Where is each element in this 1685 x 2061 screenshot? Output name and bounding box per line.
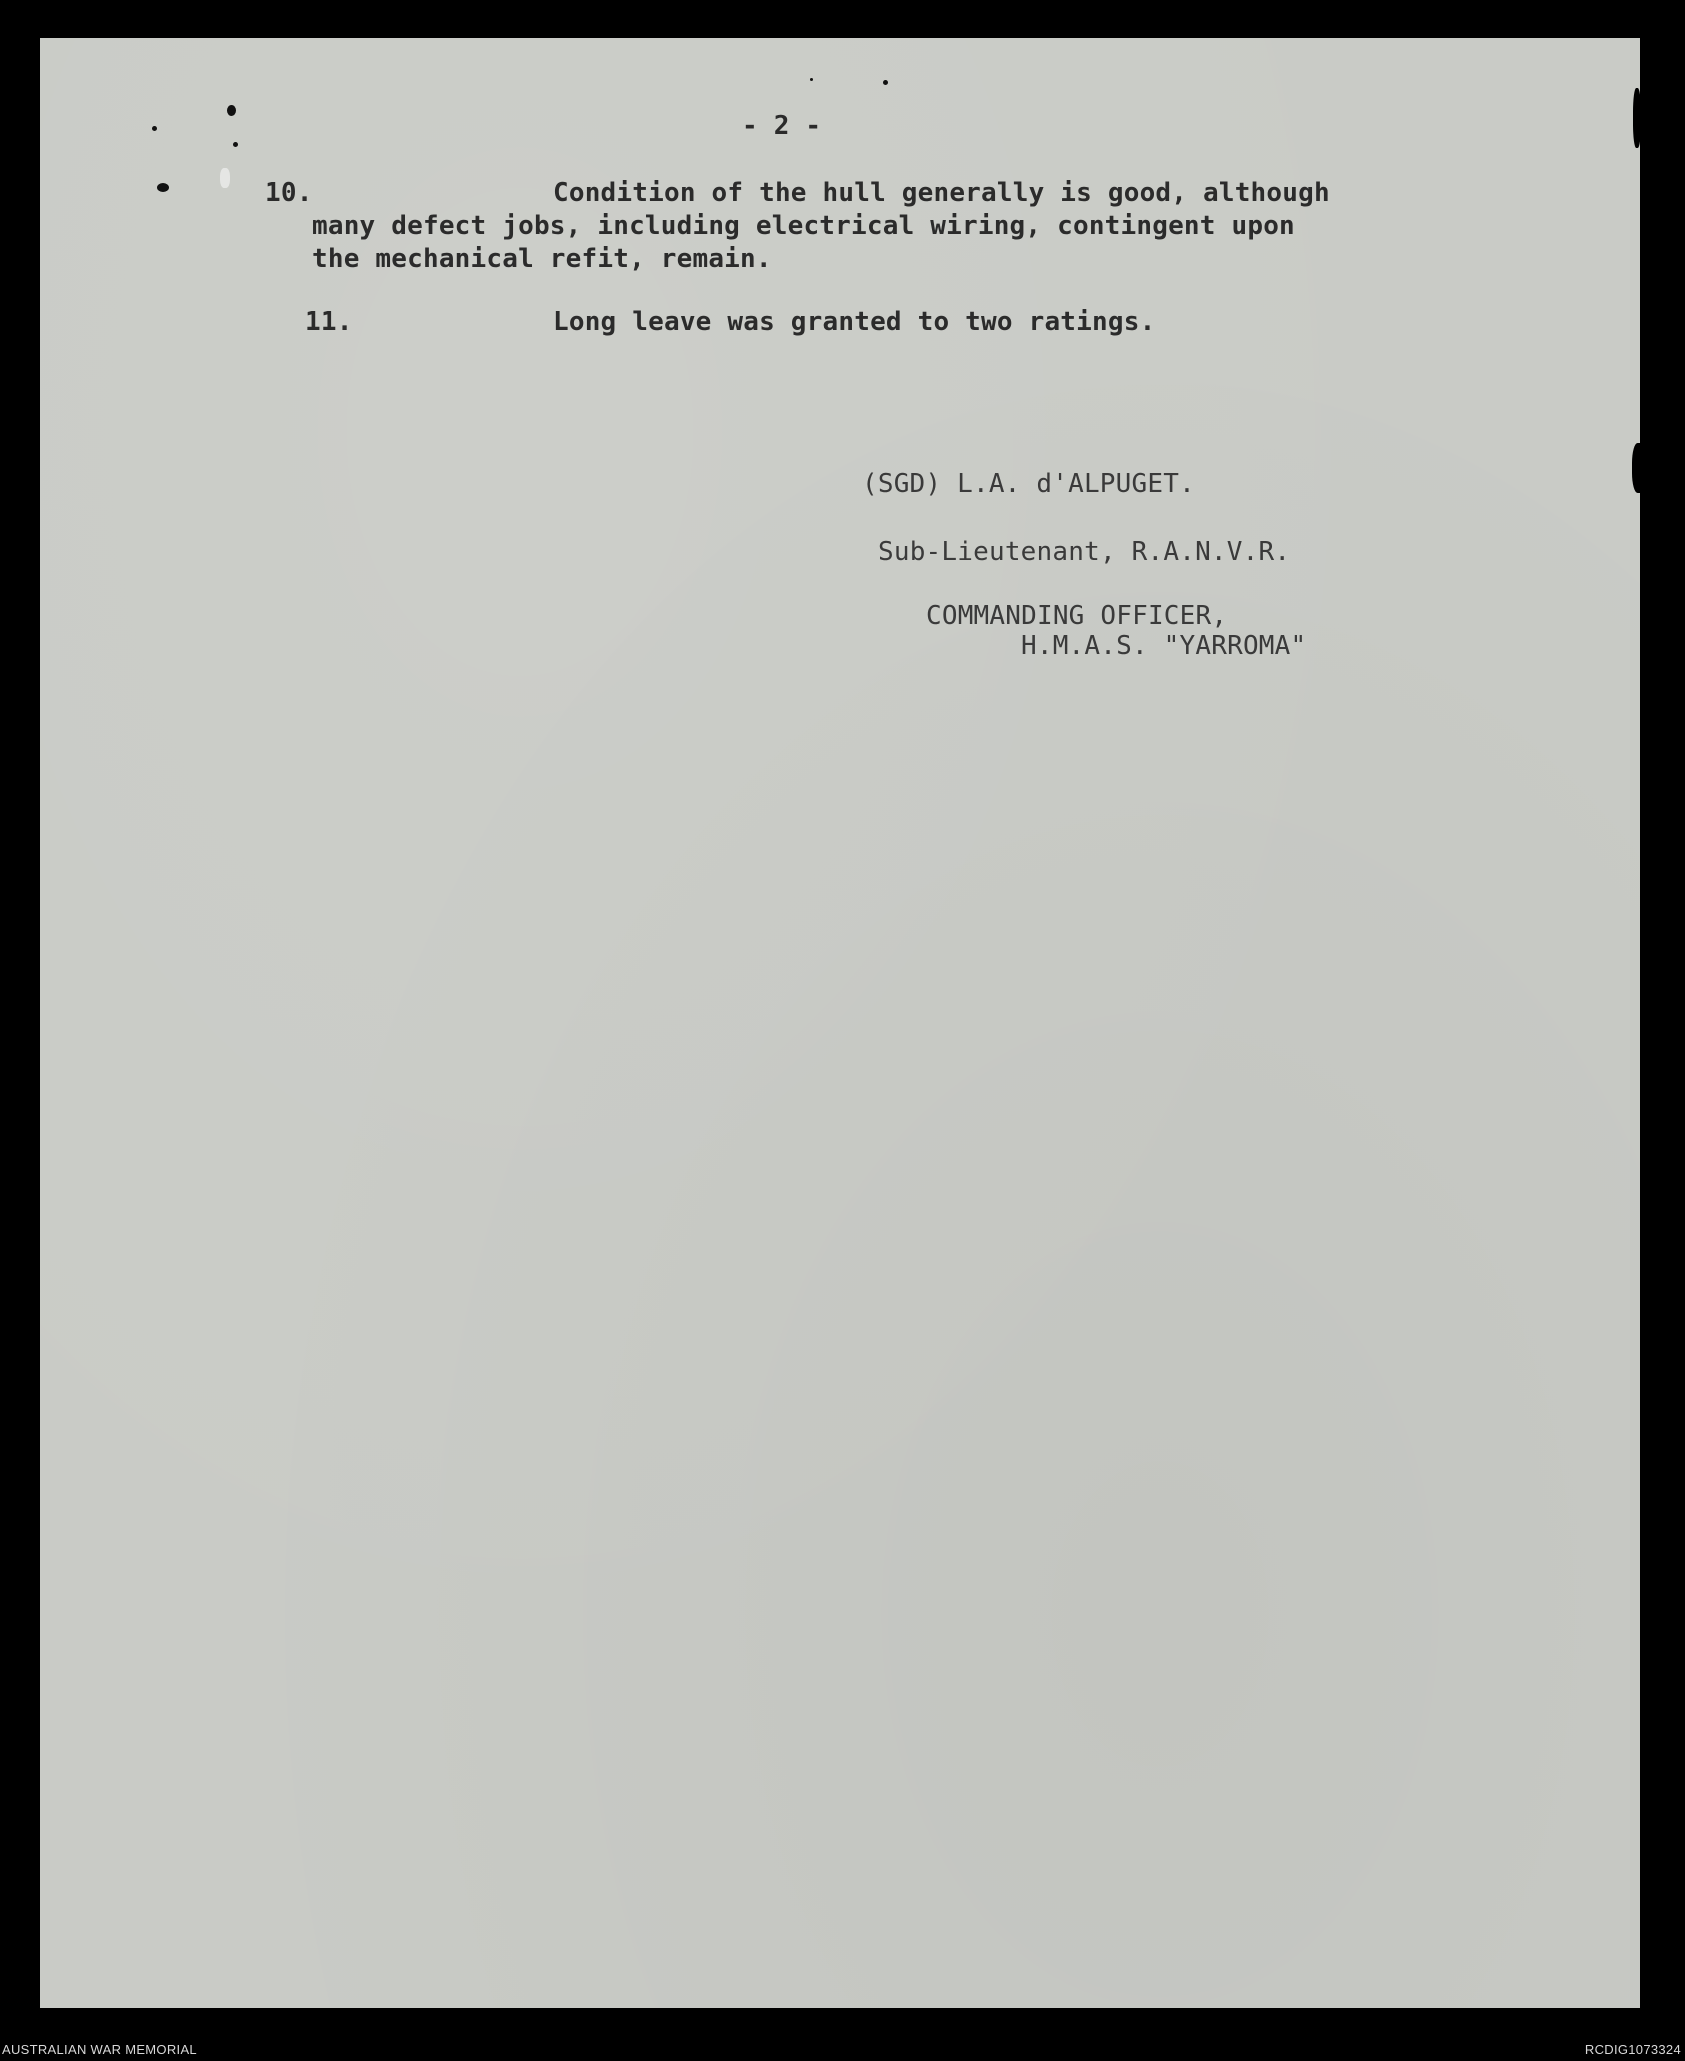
punch-hole-mark <box>157 183 169 192</box>
punch-hole-mark <box>152 126 157 131</box>
punch-hole-mark <box>233 142 238 147</box>
signatory-ship: H.M.A.S. "YARROMA" <box>1021 631 1307 661</box>
paragraph-line: Condition of the hull generally is good, although <box>553 178 1330 208</box>
archive-reference-id: RCDIG1073324 <box>1584 2042 1681 2057</box>
paragraph-number: 10. <box>265 178 313 208</box>
edge-chip-mark <box>1632 443 1646 493</box>
page-number: - 2 - <box>742 111 822 141</box>
edge-chip-mark <box>1633 88 1641 148</box>
paragraph-number: 11. <box>305 307 353 337</box>
signatory-role: COMMANDING OFFICER, <box>926 601 1228 631</box>
paper-scuff-mark <box>220 168 230 188</box>
paragraph-line: many defect jobs, including electrical wiring, contingent upon <box>312 211 1295 241</box>
punch-hole-mark <box>810 78 813 81</box>
paragraph-line: Long leave was granted to two ratings. <box>553 307 1156 337</box>
signatory-rank: Sub-Lieutenant, R.A.N.V.R. <box>878 537 1291 567</box>
paragraph-line: the mechanical refit, remain. <box>312 244 772 274</box>
punch-hole-mark <box>883 80 888 85</box>
signature-line: (SGD) L.A. d'ALPUGET. <box>862 469 1195 499</box>
archive-footer-label: AUSTRALIAN WAR MEMORIAL <box>2 2042 197 2057</box>
punch-hole-mark <box>227 105 236 116</box>
